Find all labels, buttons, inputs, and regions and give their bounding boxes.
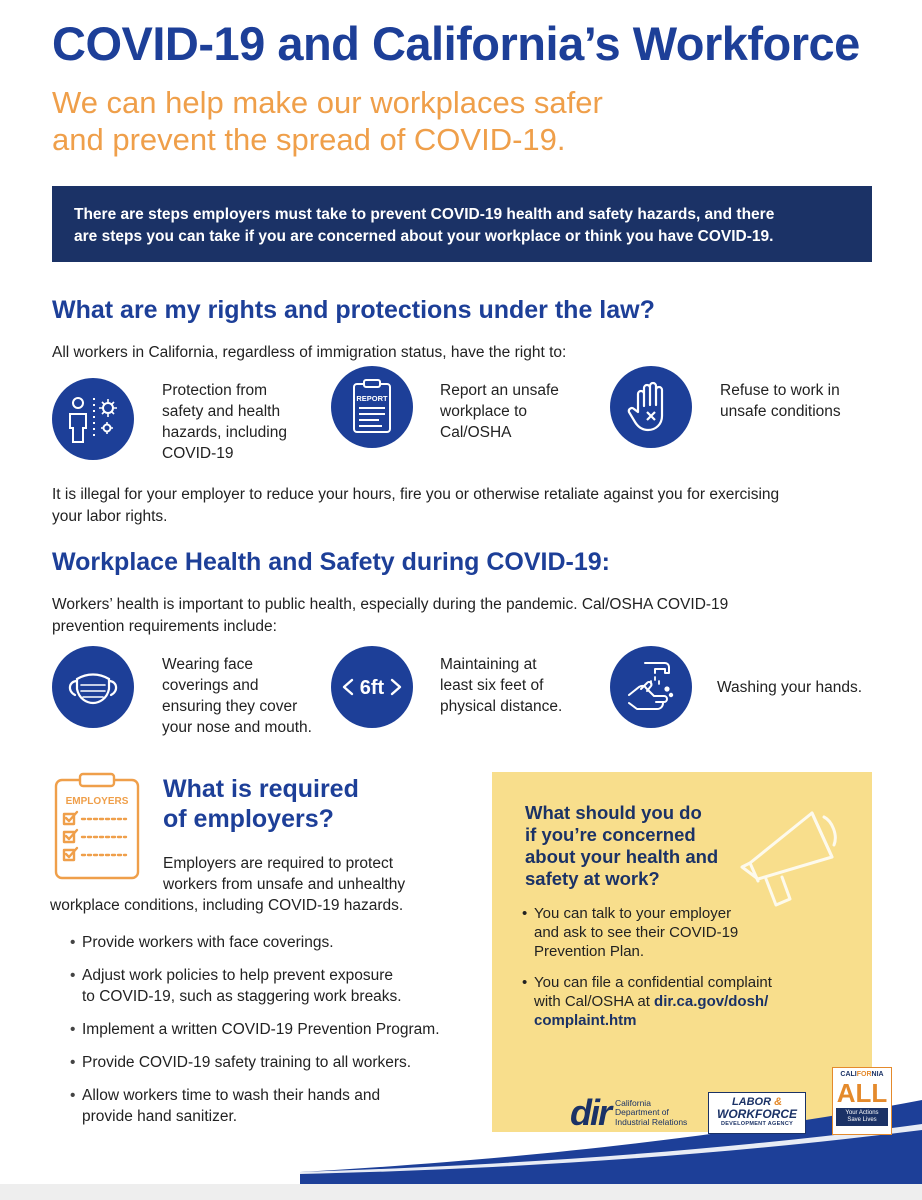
stop-hand-icon bbox=[610, 366, 692, 448]
dir-text bbox=[615, 1099, 687, 1128]
label-line: Report an unsafe bbox=[440, 382, 559, 399]
text-fragment: FOR bbox=[856, 1071, 872, 1078]
text-line bbox=[534, 1011, 822, 1030]
report-badge: REPORT bbox=[356, 394, 388, 403]
complaint-link-cont[interactable]: complaint.htm bbox=[534, 1012, 637, 1029]
ca-bottom bbox=[836, 1108, 888, 1126]
text-line: • Allow workers time to wash their hands and bbox=[82, 1087, 381, 1104]
lwda-line: WORKFORCE bbox=[717, 1107, 797, 1121]
face-mask-icon bbox=[52, 646, 134, 728]
label-line: Protection from bbox=[162, 382, 268, 399]
label-line: Washing your hands. bbox=[717, 679, 863, 696]
list-item bbox=[70, 965, 480, 1007]
heading-line: What is required bbox=[163, 775, 359, 803]
retaliation-text bbox=[52, 484, 872, 528]
heading-line: safety at work? bbox=[525, 868, 660, 889]
label-line: least six feet of bbox=[440, 677, 544, 694]
report-clipboard-icon bbox=[331, 366, 413, 448]
text-fragment: LABOR bbox=[731, 1096, 772, 1108]
text-line: • Adjust work policies to help prevent exposure bbox=[82, 967, 394, 984]
text-line: • Implement a written COVID-19 Prevention Program. bbox=[82, 1021, 440, 1038]
intro-banner bbox=[52, 186, 872, 262]
mask-label bbox=[162, 654, 312, 738]
california-all-logo bbox=[832, 1067, 892, 1135]
text-line: and ask to see their COVID-19 bbox=[534, 924, 739, 941]
text-line: to COVID-19, such as staggering work breaks. bbox=[82, 988, 402, 1005]
label-line: coverings and bbox=[162, 677, 259, 694]
label-line: safety and health bbox=[162, 403, 281, 420]
list-item bbox=[70, 932, 480, 953]
text-line: It is illegal for your employer to reduce your hours, fire you or otherwise retaliate against you for exercising bbox=[52, 486, 780, 503]
concerned-list bbox=[522, 904, 822, 1042]
rights-intro: All workers in California, regardless of immigration status, have the right to: bbox=[52, 344, 567, 361]
hand-washing-icon bbox=[610, 646, 692, 728]
handwash-label bbox=[717, 677, 862, 698]
list-item bbox=[522, 973, 822, 1030]
text-line: prevention requirements include: bbox=[52, 618, 277, 635]
lwda-logo bbox=[708, 1092, 806, 1134]
employers-heading bbox=[163, 774, 359, 834]
label-line: ensuring they cover bbox=[162, 698, 298, 715]
distance-label bbox=[440, 654, 562, 717]
subtitle-line: and prevent the spread of COVID-19. bbox=[52, 122, 566, 157]
employers-badge: EMPLOYERS bbox=[65, 796, 129, 807]
text-line: • Provide COVID-19 safety training to all workers. bbox=[82, 1054, 412, 1071]
list-item bbox=[70, 1019, 480, 1040]
lwda-line: DEVELOPMENT AGENCY bbox=[720, 1121, 794, 1127]
text-fragment: CALI bbox=[840, 1071, 857, 1078]
text-line: workers from unsafe and unhealthy bbox=[163, 876, 406, 893]
worker-hazard-icon bbox=[52, 378, 134, 460]
text-line: provide hand sanitizer. bbox=[82, 1108, 238, 1125]
page-subtitle bbox=[52, 84, 603, 158]
label-line: your nose and mouth. bbox=[162, 719, 312, 736]
label-line: Cal/OSHA bbox=[440, 424, 512, 441]
six-feet-badge: 6ft bbox=[359, 677, 385, 699]
text-line: Workers’ health is important to public health, especially during the pandemic. Cal/OSHA COVID-19 bbox=[52, 596, 729, 613]
list-item bbox=[522, 904, 822, 961]
safety-intro bbox=[52, 594, 872, 638]
text-line: Prevention Plan. bbox=[534, 943, 645, 960]
label-line: COVID-19 bbox=[162, 445, 234, 462]
text-fragment: with Cal/OSHA at bbox=[534, 993, 655, 1010]
banner-line: There are steps employers must take to prevent COVID-19 health and safety hazards, and there bbox=[74, 206, 775, 223]
page-title: COVID-19 and California’s Workforce bbox=[52, 17, 860, 70]
rights-heading: What are my rights and protections under the law? bbox=[52, 296, 655, 324]
text-line: • You can file a confidential complaint bbox=[534, 974, 772, 991]
label-line: hazards, including bbox=[162, 424, 287, 441]
dir-mark: dir bbox=[570, 1092, 611, 1133]
concerned-heading bbox=[525, 802, 755, 890]
complaint-link[interactable]: dir.ca.gov/dosh/ bbox=[654, 993, 769, 1010]
ca-all: ALL bbox=[836, 1078, 888, 1108]
text-line: • Provide workers with face coverings. bbox=[82, 934, 334, 951]
label-line: unsafe conditions bbox=[720, 403, 841, 420]
text-line bbox=[534, 992, 822, 1011]
right-refuse-label bbox=[720, 380, 841, 422]
safety-heading: Workplace Health and Safety during COVID-19: bbox=[52, 548, 610, 576]
dir-logo bbox=[570, 1092, 688, 1133]
list-item bbox=[70, 1052, 480, 1073]
text-line: Employers are required to protect bbox=[163, 855, 394, 872]
employers-intro bbox=[50, 853, 470, 916]
text-line: workplace conditions, including COVID-19 hazards. bbox=[50, 897, 404, 914]
text-fragment: & bbox=[774, 1096, 783, 1108]
text-line: • You can talk to your employer bbox=[534, 905, 732, 922]
label-line: Maintaining at bbox=[440, 656, 537, 673]
heading-line: about your health and bbox=[525, 846, 719, 867]
subtitle-line: We can help make our workplaces safer bbox=[52, 85, 603, 120]
six-feet-icon bbox=[331, 646, 413, 728]
banner-line: are steps you can take if you are concerned about your workplace or think you have COVID-19. bbox=[74, 228, 774, 245]
text-line: Department of bbox=[615, 1107, 669, 1118]
right-report-label bbox=[440, 380, 559, 443]
text-line: your labor rights. bbox=[52, 508, 168, 525]
label-line: Refuse to work in bbox=[720, 382, 840, 399]
text-fragment: NIA bbox=[871, 1071, 884, 1078]
text-line: California bbox=[615, 1097, 651, 1108]
text-line: Your Actions bbox=[845, 1110, 879, 1116]
right-protection-label bbox=[162, 380, 287, 464]
text-line: Industrial Relations bbox=[615, 1116, 688, 1127]
heading-line: What should you do bbox=[525, 802, 702, 823]
text-line: Save Lives bbox=[847, 1117, 877, 1123]
label-line: Wearing face bbox=[162, 656, 254, 673]
heading-line: of employers? bbox=[163, 805, 334, 833]
label-line: workplace to bbox=[440, 403, 528, 420]
heading-line: if you’re concerned bbox=[525, 824, 696, 845]
label-line: physical distance. bbox=[440, 698, 563, 715]
